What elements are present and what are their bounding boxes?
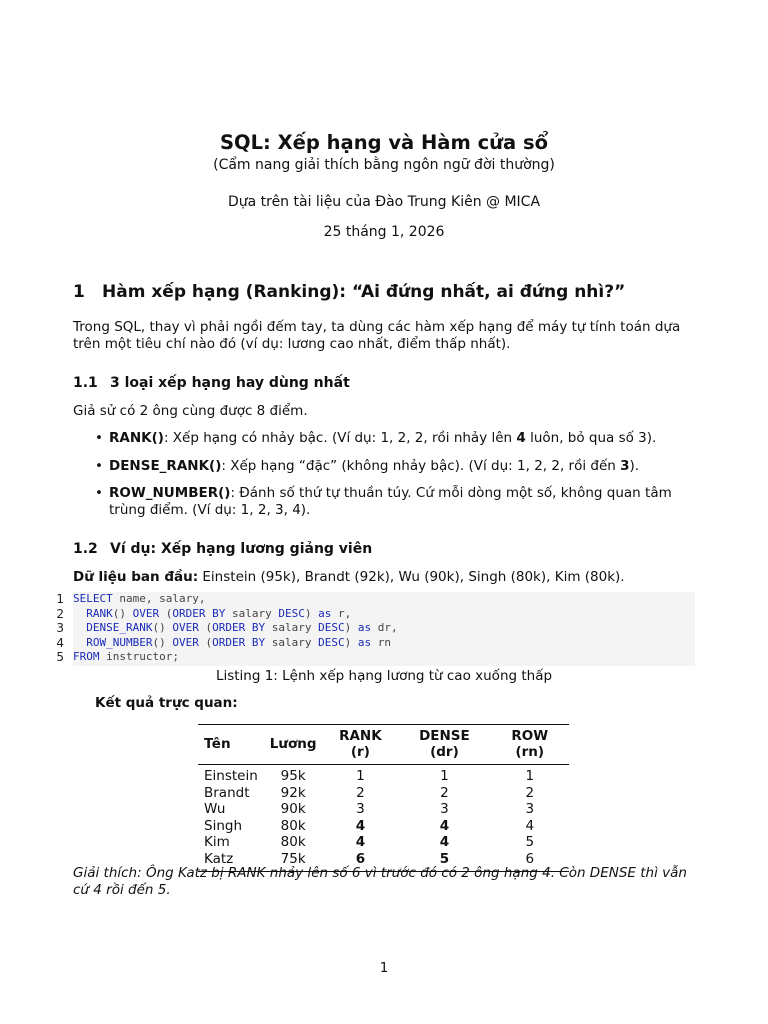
- table-row: [198, 801, 569, 818]
- code-text: name, salary,: [112, 592, 206, 605]
- column-header: RANK (r): [323, 725, 399, 765]
- code-line-number: 5: [56, 650, 64, 664]
- table-cell: 6: [323, 851, 399, 872]
- table-cell: 5: [525, 834, 535, 850]
- code-text: dr,: [371, 621, 398, 634]
- table-cell: 92k: [280, 784, 306, 801]
- table-cell: 4: [355, 834, 366, 850]
- code-keyword: OVER: [172, 635, 199, 649]
- code-keyword: as: [318, 606, 332, 620]
- code-line: [73, 621, 398, 636]
- code-text: (: [159, 606, 173, 620]
- table-cell: 6: [491, 851, 569, 872]
- table-cell: Brandt: [204, 784, 250, 801]
- result-label: Kết quả trực quan:: [95, 695, 238, 711]
- code-keyword: ORDER BY: [212, 621, 266, 634]
- table-cell: Wu: [204, 801, 226, 817]
- bullet-term: DENSE_RANK(): [109, 457, 222, 474]
- code-line: [73, 650, 179, 665]
- section-1-intro: Trong SQL, thay vì phải ngồi đếm tay, ta dùng các hàm xếp hạng để máy tự tính toán dựa trên một tiêu chí nào đó (ví dụ: lương cao nhất, điểm thấp nhất).: [73, 319, 681, 352]
- document-date: 25 tháng 1, 2026: [323, 224, 445, 240]
- subsection-number: 1.1: [73, 375, 98, 391]
- table-row: [198, 834, 569, 851]
- code-text: (: [198, 635, 213, 649]
- table-cell: 80k: [280, 834, 306, 850]
- table-cell: 90k: [280, 801, 306, 817]
- code-text: (): [112, 606, 133, 620]
- code-indent: [73, 607, 86, 620]
- bullet-text: : Xếp hạng “đặc” (không nhảy bậc). (Ví dụ: 1, 2, 2, rồi đến: [221, 457, 621, 474]
- ranking-bullet-list: [95, 430, 705, 518]
- column-header: Tên: [198, 725, 264, 765]
- subsection-1-1-heading: [73, 375, 350, 391]
- table-cell: 4: [355, 817, 366, 834]
- table-cell: 1: [440, 768, 449, 784]
- explanation-note: Giải thích: Ông Katz bị RANK nhảy lên số 6 vì trước đó có 2 ông hạng 4. Còn DENSE thì vẫn cứ 4 rồi đến 5.: [73, 865, 687, 898]
- subsection-1-1-lead: Giả sử có 2 ông cùng được 8 điểm.: [73, 403, 308, 419]
- document-subtitle: (Cẩm nang giải thích bằng ngôn ngữ đời thường): [213, 157, 555, 173]
- code-keyword: OVER: [132, 606, 160, 620]
- table-cell: 4: [439, 817, 450, 834]
- table-cell: Einstein: [204, 768, 258, 784]
- table-cell: 3: [525, 801, 535, 817]
- sql-code-listing: [73, 592, 695, 666]
- table-cell: 5: [398, 851, 490, 872]
- code-line-number: 2: [56, 606, 64, 621]
- table-cell: 75k: [264, 851, 323, 872]
- subsection-number: 1.2: [73, 541, 98, 557]
- bullet-text: : Xếp hạng có nhảy bậc. (Ví dụ: 1, 2, 2, rồi nhảy lên: [163, 430, 517, 446]
- code-text: ): [344, 635, 358, 649]
- code-text: salary: [265, 621, 319, 634]
- code-text: ): [344, 621, 358, 634]
- subsection-title: Ví dụ: Xếp hạng lương giảng viên: [110, 541, 373, 557]
- code-line-number: 3: [56, 621, 64, 635]
- code-keyword: DESC: [318, 635, 345, 649]
- page-number: 1: [379, 960, 389, 976]
- code-text: instructor;: [99, 650, 179, 663]
- bullet-text: : Đánh số thứ tự thuần túy. Cứ mỗi dòng một số, không quan tâm trùng điểm. (Ví dụ: 1, 2, 3, 4).: [109, 485, 672, 518]
- bullet-bold: 3: [620, 457, 630, 474]
- code-text: rn: [371, 635, 391, 649]
- table-cell: Kim: [204, 834, 230, 850]
- column-header: ROW (rn): [491, 725, 569, 765]
- code-keyword: as: [357, 635, 372, 649]
- initial-data-line: [73, 569, 703, 586]
- code-keyword: OVER: [172, 621, 199, 634]
- data-text: Einstein (95k), Brandt (92k), Wu (90k), Singh (80k), Kim (80k).: [198, 569, 625, 585]
- code-text: r,: [331, 606, 352, 620]
- code-keyword: FROM: [73, 650, 100, 663]
- document-author: Dựa trên tài liệu của Đào Trung Kiên @ MICA: [227, 194, 541, 210]
- code-keyword: as: [357, 621, 372, 634]
- table-cell: Singh: [204, 817, 243, 834]
- table-cell: 3: [440, 801, 449, 817]
- data-label: Dữ liệu ban đầu:: [73, 569, 199, 585]
- code-keyword: SELECT: [73, 592, 113, 605]
- code-line: [73, 607, 351, 622]
- table-cell: 95k: [280, 768, 306, 784]
- code-line: [73, 636, 391, 651]
- table-cell: 4: [439, 834, 450, 850]
- code-keyword: DESC: [318, 621, 345, 634]
- list-item: [95, 485, 705, 518]
- subsection-title: 3 loại xếp hạng hay dùng nhất: [110, 375, 350, 391]
- code-keyword: ORDER BY: [172, 606, 226, 620]
- subsection-1-2-heading: [73, 541, 372, 557]
- table-cell: 2: [525, 784, 535, 801]
- ranking-result-table: [198, 724, 569, 872]
- table-row: [198, 765, 569, 785]
- code-text: (): [152, 621, 173, 634]
- table-cell: 80k: [280, 817, 306, 834]
- list-item: [95, 458, 705, 475]
- column-header: Lương: [264, 725, 323, 765]
- section-title: Hàm xếp hạng (Ranking): “Ai đứng nhất, ai đứng nhì?”: [102, 282, 626, 302]
- table-cell: 3: [356, 801, 365, 817]
- code-text: salary: [265, 635, 319, 649]
- table-cell: 2: [440, 784, 449, 801]
- table-row: [198, 785, 569, 802]
- listing-caption: Listing 1: Lệnh xếp hạng lương từ cao xuống thấp: [215, 668, 553, 684]
- table-header-row: [198, 725, 569, 765]
- code-keyword: DESC: [278, 606, 305, 620]
- table-cell: Katz: [198, 851, 264, 872]
- bullet-text-end: luôn, bỏ qua số 3).: [525, 430, 657, 446]
- section-number: 1: [73, 282, 85, 302]
- table-row: [198, 818, 569, 835]
- table-cell: 1: [356, 768, 365, 784]
- bullet-term: ROW_NUMBER(): [109, 485, 231, 501]
- bullet-text-end: ).: [629, 457, 640, 474]
- code-line: [73, 592, 205, 607]
- list-item: [95, 430, 705, 447]
- table-cell: 1: [525, 768, 535, 784]
- table-cell: 4: [525, 817, 535, 834]
- code-line-number: 1: [56, 592, 64, 606]
- code-keyword: ROW_NUMBER: [86, 635, 153, 649]
- code-text: (: [198, 621, 213, 634]
- code-text: (): [152, 635, 173, 649]
- table-cell: 2: [356, 784, 365, 801]
- column-header: DENSE (dr): [398, 725, 490, 765]
- bullet-term: RANK(): [109, 430, 164, 446]
- code-keyword: RANK: [86, 606, 113, 620]
- bullet-bold: 4: [516, 430, 526, 446]
- code-keyword: ORDER BY: [212, 635, 266, 649]
- code-text: ): [304, 606, 319, 620]
- code-indent: [73, 621, 86, 634]
- code-indent: [73, 636, 86, 649]
- code-keyword: DENSE_RANK: [86, 621, 153, 634]
- section-1-heading: [73, 282, 625, 302]
- code-text: salary: [225, 606, 279, 620]
- document-title: SQL: Xếp hạng và Hàm cửa sổ: [220, 131, 548, 154]
- code-line-number: 4: [56, 635, 64, 650]
